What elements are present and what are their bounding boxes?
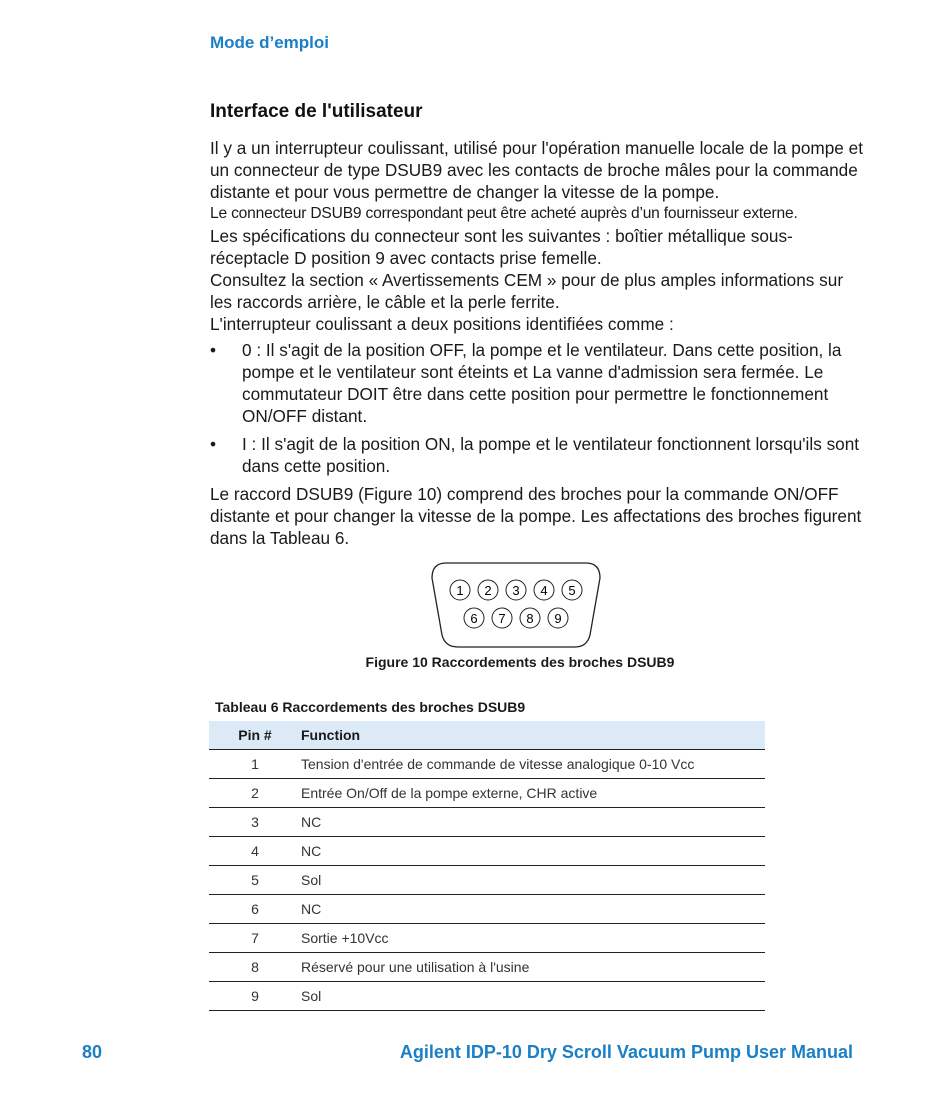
- switch-positions-list: [210, 339, 865, 477]
- table-row: [209, 779, 765, 808]
- table-row: [209, 866, 765, 895]
- paragraph-connector-purchase: Le connecteur DSUB9 correspondant peut être acheté auprès d’un fournisseur externe.: [210, 205, 798, 222]
- table-row: [209, 750, 765, 779]
- list-item: [210, 339, 865, 427]
- pin-label: 8: [526, 611, 534, 626]
- table-row: [209, 982, 765, 1011]
- function-cell: Tension d'entrée de commande de vitesse analogique 0-10 Vcc: [301, 750, 765, 779]
- table-row: [209, 808, 765, 837]
- pin-cell: 2: [209, 779, 301, 808]
- pin-row-top: [450, 580, 582, 600]
- pin-label: 5: [568, 583, 576, 598]
- list-item: [210, 433, 865, 477]
- table-row: [209, 837, 765, 866]
- pin-label: 2: [484, 583, 492, 598]
- pin-cell: 7: [209, 924, 301, 953]
- function-cell: Entrée On/Off de la pompe externe, CHR active: [301, 779, 765, 808]
- pin-cell: 4: [209, 837, 301, 866]
- function-cell: NC: [301, 837, 765, 866]
- function-cell: Sol: [301, 866, 765, 895]
- pin-cell: 5: [209, 866, 301, 895]
- function-cell: NC: [301, 808, 765, 837]
- pin-label: 3: [512, 583, 520, 598]
- list-item-text: I : Il s'agit de la position ON, la pompe et le ventilateur fonctionnent lorsqu'ils sont dans cette position.: [242, 434, 860, 476]
- bullet-icon: •: [210, 340, 217, 360]
- function-cell: Réservé pour une utilisation à l'usine: [301, 953, 765, 982]
- pin-cell: 6: [209, 895, 301, 924]
- column-header-function: Function: [301, 721, 765, 750]
- pin-assignment-table: [209, 721, 765, 1011]
- column-header-pin: Pin #: [209, 721, 301, 750]
- pin-cell: 1: [209, 750, 301, 779]
- paragraph-emc-reference: Consultez la section « Avertissements CEM » pour de plus amples informations sur les raccords arrière, le câble et la perle ferrite.: [210, 270, 844, 312]
- pin-cell: 9: [209, 982, 301, 1011]
- function-cell: Sortie +10Vcc: [301, 924, 765, 953]
- paragraph-dsub9-description: Le raccord DSUB9 (Figure 10) comprend des broches pour la commande ON/OFF distante et pour changer la vitesse de la pompe. Les affectations des broches figurent dans la Tableau 6.: [210, 484, 862, 548]
- pin-label: 9: [554, 611, 562, 626]
- page-title: Interface de l'utilisateur: [210, 101, 423, 122]
- function-cell: NC: [301, 895, 765, 924]
- page-number: 80: [82, 1042, 103, 1062]
- function-cell: Sol: [301, 982, 765, 1011]
- table-caption: Tableau 6 Raccordements des broches DSUB9: [215, 699, 526, 715]
- pin-label: 1: [456, 583, 464, 598]
- table-row: [209, 953, 765, 982]
- paragraph-connector-specs: Les spécifications du connecteur sont les suivantes : boîtier métallique sous-réceptacle D position 9 avec contacts prise femelle.: [210, 226, 793, 268]
- paragraph-intro: Il y a un interrupteur coulissant, utilisé pour l'opération manuelle locale de la pompe et un connecteur de type DSUB9 avec les contacts de broche mâles pour la commande distante et pour vous permettre de changer la vitesse de la pompe.: [210, 138, 863, 202]
- section-header: Mode d’emploi: [210, 33, 329, 52]
- body-text: [210, 137, 865, 549]
- dsub9-connector-diagram: [430, 560, 602, 650]
- table-row: [209, 895, 765, 924]
- connector-outline: [432, 563, 600, 647]
- bullet-icon: •: [210, 434, 217, 454]
- list-item-text: 0 : Il s'agit de la position OFF, la pompe et le ventilateur. Dans cette position, la pompe et le ventilateur sont éteints et La vanne d'admission sera fermée. Le commutateur DOIT être dans cette position pour permettre le fonctionnement ON/OFF distant.: [242, 340, 842, 426]
- pin-cell: 3: [209, 808, 301, 837]
- pin-label: 7: [498, 611, 506, 626]
- pin-label: 4: [540, 583, 548, 598]
- paragraph-switch-positions: L'interrupteur coulissant a deux positions identifiées comme :: [210, 314, 674, 334]
- pin-label: 6: [470, 611, 478, 626]
- pin-row-bottom: [464, 608, 568, 628]
- pin-cell: 8: [209, 953, 301, 982]
- manual-title: Agilent IDP-10 Dry Scroll Vacuum Pump User Manual: [399, 1042, 853, 1062]
- figure-caption: Figure 10 Raccordements des broches DSUB9: [365, 654, 675, 670]
- table-header-row: [209, 721, 765, 750]
- table-row: [209, 924, 765, 953]
